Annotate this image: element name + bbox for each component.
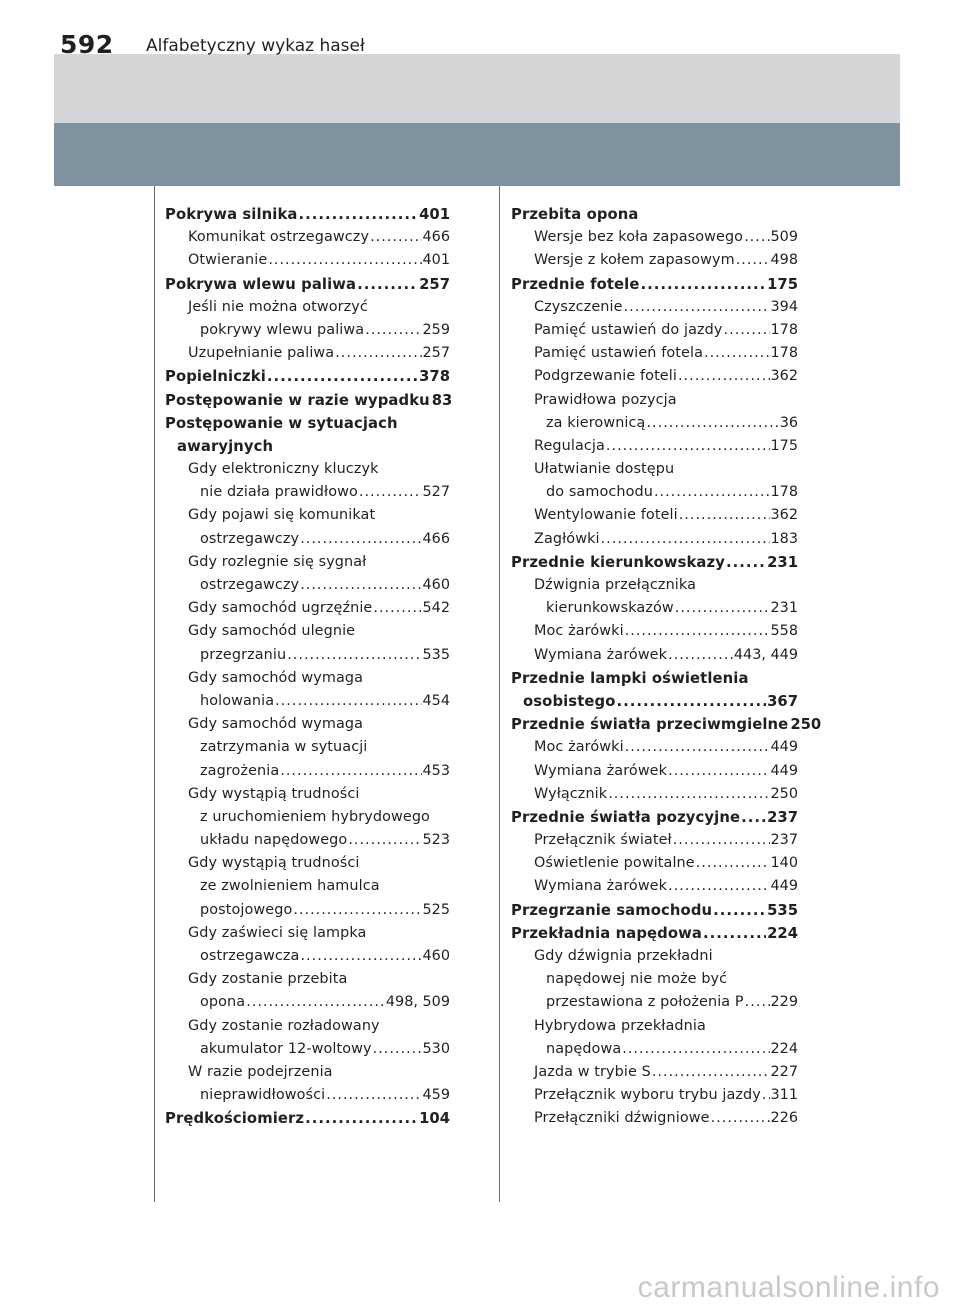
index-entry-sub xyxy=(511,760,798,783)
leader-dots xyxy=(365,319,421,342)
entry-text: za kierownicą xyxy=(546,414,646,431)
entry-text: Przednie lampki oświetlenia xyxy=(511,669,749,687)
index-entry-sub xyxy=(165,690,450,713)
entry-text: holowania xyxy=(200,692,275,709)
column-divider-left xyxy=(154,186,155,1202)
index-entry-sub xyxy=(511,783,798,806)
entry-page-number: 466 xyxy=(422,229,450,246)
entry-text: Zagłówki xyxy=(534,530,600,547)
entry-page-number: 257 xyxy=(422,345,450,362)
leader-dots xyxy=(326,1084,421,1107)
leader-dots xyxy=(741,806,766,829)
leader-dots xyxy=(293,899,421,922)
index-entry-main xyxy=(511,203,798,226)
index-entry-main xyxy=(165,203,450,226)
index-entry-sub xyxy=(511,620,798,643)
entry-text: Gdy wystąpią trudności xyxy=(188,785,360,802)
page-header xyxy=(54,54,900,123)
index-entry-main xyxy=(165,273,450,296)
entry-page-number: 175 xyxy=(767,275,798,293)
entry-page-number: 231 xyxy=(770,600,798,617)
index-entry-sub xyxy=(511,829,798,852)
index-entry-sub xyxy=(511,319,798,342)
entry-text: Przełączniki dźwigniowe xyxy=(534,1110,710,1127)
leader-dots xyxy=(373,1038,422,1061)
entry-page-number: 311 xyxy=(770,1087,798,1104)
entry-text: akumulator 12-woltowy xyxy=(200,1040,372,1057)
index-entry-sub xyxy=(165,296,450,319)
index-entry-sub xyxy=(165,481,450,504)
entry-page-number: 226 xyxy=(770,1110,798,1127)
index-entry-sub xyxy=(165,597,450,620)
entry-page-number: 250 xyxy=(770,785,798,802)
entry-text: Podgrzewanie foteli xyxy=(534,368,677,385)
entry-text: Gdy samochód ulegnie xyxy=(188,623,356,640)
entry-page-number: 178 xyxy=(770,321,798,338)
index-entry-main xyxy=(511,899,798,922)
index-entry-sub xyxy=(511,945,798,968)
entry-page-number: 175 xyxy=(770,437,798,454)
entry-text: przegrzaniu xyxy=(200,646,287,663)
entry-text: Wyłącznik xyxy=(534,785,608,802)
entry-text: Gdy zostanie rozładowany xyxy=(188,1017,380,1034)
index-entry-main xyxy=(165,1107,450,1130)
section-band xyxy=(54,123,900,186)
entry-text: Przegrzanie samochodu xyxy=(511,901,713,919)
index-entry-main xyxy=(511,273,798,296)
entry-text: Postępowanie w razie wypadku xyxy=(165,391,430,409)
entry-text: układu napędowego xyxy=(200,832,348,849)
entry-page-number: 498 xyxy=(770,252,798,269)
entry-text: ostrzegawczy xyxy=(200,577,300,593)
entry-text: Prawidłowa pozycja xyxy=(534,391,677,408)
entry-page-number: 231 xyxy=(767,553,798,571)
index-entry-main xyxy=(511,922,798,945)
entry-page-number: 378 xyxy=(419,368,450,386)
entry-text: Gdy pojawi się komunikat xyxy=(188,507,376,524)
entry-page-number: 453 xyxy=(422,762,450,779)
entry-text: Moc żarówki xyxy=(534,623,624,640)
leader-dots xyxy=(608,783,769,806)
leader-dots xyxy=(703,922,766,945)
leader-dots xyxy=(275,690,421,713)
entry-text: z uruchomieniem hybrydowego xyxy=(200,808,430,825)
leader-dots xyxy=(298,203,418,226)
entry-text: opona xyxy=(200,994,246,1011)
index-entry-sub xyxy=(165,806,450,829)
entry-text: nie działa prawidłowo xyxy=(200,484,358,501)
leader-dots xyxy=(711,1107,770,1130)
leader-dots xyxy=(641,273,767,296)
page-number: 592 xyxy=(60,30,114,59)
index-entry-main xyxy=(165,365,450,388)
entry-text: Jazda w trybie S xyxy=(534,1063,651,1080)
entry-text: Przełącznik wyboru trybu jazdy xyxy=(534,1087,761,1104)
index-entry-sub xyxy=(511,1084,798,1107)
index-entry-main xyxy=(165,435,450,458)
index-entry-sub xyxy=(165,1015,450,1038)
entry-text: Czyszczenie xyxy=(534,298,623,315)
entry-text: Hybrydowa przekładnia xyxy=(534,1017,706,1034)
leader-dots xyxy=(268,249,421,272)
entry-text: Przednie fotele xyxy=(511,275,640,293)
entry-text: ostrzegawcza xyxy=(200,948,300,964)
entry-page-number: 542 xyxy=(422,600,450,617)
entry-text: osobistego xyxy=(523,692,616,710)
entry-text: Prędkościomierz xyxy=(165,1110,305,1128)
index-entry-sub xyxy=(511,736,798,759)
leader-dots xyxy=(696,852,770,875)
leader-dots xyxy=(624,296,770,319)
entry-page-number: 535 xyxy=(767,901,798,919)
entry-text: Otwieranie xyxy=(188,252,268,269)
index-entry-sub xyxy=(165,713,450,736)
entry-text: Oświetlenie powitalne xyxy=(534,855,695,872)
entry-text: napędowa xyxy=(546,1040,622,1057)
entry-page-number: 259 xyxy=(422,321,450,338)
entry-page-number: 36 xyxy=(779,414,798,431)
index-entry-sub xyxy=(165,528,450,551)
entry-page-number: 257 xyxy=(419,275,450,293)
watermark: carmanualsonline.info xyxy=(637,1271,940,1304)
index-entry-sub xyxy=(165,945,450,968)
index-entry-sub xyxy=(165,852,450,875)
leader-dots xyxy=(622,1038,769,1061)
leader-dots xyxy=(724,319,770,342)
index-entry-main xyxy=(511,551,798,574)
entry-text: Ułatwianie dostępu xyxy=(534,461,675,478)
index-entry-sub xyxy=(511,481,798,504)
entry-text: Wentylowanie foteli xyxy=(534,507,678,524)
index-entry-sub xyxy=(511,597,798,620)
index-entry-sub xyxy=(165,249,450,272)
entry-page-number: 367 xyxy=(767,692,798,710)
index-entry-sub xyxy=(511,852,798,875)
index-entry-sub xyxy=(511,528,798,551)
leader-dots xyxy=(668,875,769,898)
index-column-left xyxy=(165,203,453,1131)
leader-dots xyxy=(373,597,421,620)
leader-dots xyxy=(726,551,766,574)
entry-page-number: 224 xyxy=(767,924,798,942)
index-entry-sub xyxy=(511,365,798,388)
index-column-right xyxy=(511,203,822,1131)
entry-text: Gdy elektroniczny kluczyk xyxy=(188,461,379,478)
entry-page-number: 224 xyxy=(770,1040,798,1057)
leader-dots xyxy=(300,945,421,968)
entry-page-number: 183 xyxy=(770,530,798,547)
entry-text: Gdy dźwignia przekładni xyxy=(534,948,713,964)
index-entry-sub xyxy=(511,296,798,319)
leader-dots xyxy=(744,226,769,249)
index-entry-sub xyxy=(511,968,798,991)
entry-text: Pamięć ustawień fotela xyxy=(534,345,703,362)
entry-page-number: 83 xyxy=(431,391,453,409)
entry-text: Popielniczki xyxy=(165,368,266,386)
leader-dots xyxy=(267,365,418,388)
leader-dots xyxy=(246,991,385,1014)
leader-dots xyxy=(280,760,421,783)
index-entry-sub xyxy=(511,1107,798,1130)
entry-text: Gdy zaświeci się lampka xyxy=(188,924,367,941)
entry-text: Przednie światła przeciwmgielne xyxy=(511,716,789,734)
index-entry-sub xyxy=(165,551,450,574)
index-entry-sub xyxy=(511,644,798,667)
entry-text: Komunikat ostrzegawczy xyxy=(188,229,370,246)
entry-text: Gdy rozlegnie się sygnał xyxy=(188,553,367,570)
index-entry-sub xyxy=(165,458,450,481)
entry-text: Wymiana żarówek xyxy=(534,878,668,895)
entry-page-number: 449 xyxy=(770,878,798,895)
index-entry-sub xyxy=(165,620,450,643)
leader-dots xyxy=(616,690,766,713)
leader-dots xyxy=(606,435,770,458)
entry-text: pokrywy wlewu paliwa xyxy=(200,321,365,338)
entry-page-number: 178 xyxy=(770,484,798,501)
entry-page-number: 140 xyxy=(770,855,798,872)
entry-text: Gdy zostanie przebita xyxy=(188,971,348,988)
entry-page-number: 466 xyxy=(422,530,450,547)
entry-text: postojowego xyxy=(200,901,293,918)
column-divider-middle xyxy=(499,186,500,1202)
entry-text: Przednie kierunkowskazy xyxy=(511,553,725,571)
leader-dots xyxy=(668,644,733,667)
entry-text: Wymiana żarówek xyxy=(534,646,668,663)
entry-text: Gdy samochód ugrzęźnie xyxy=(188,600,373,617)
index-entry-main xyxy=(511,667,798,690)
index-entry-main xyxy=(165,412,450,435)
index-entry-sub xyxy=(511,1061,798,1084)
entry-text: ze zwolnieniem hamulca xyxy=(200,878,380,895)
leader-dots xyxy=(713,899,766,922)
leader-dots xyxy=(287,644,421,667)
leader-dots xyxy=(357,273,418,296)
entry-text: napędowej nie może być xyxy=(546,971,728,988)
entry-page-number: 250 xyxy=(790,716,822,734)
entry-page-number: 362 xyxy=(770,507,798,524)
entry-page-number: 362 xyxy=(770,368,798,385)
entry-text: nieprawidłowości xyxy=(200,1087,326,1104)
entry-page-number: 237 xyxy=(767,808,798,826)
entry-text: Jeśli nie można otworzyć xyxy=(188,298,368,315)
entry-text: W razie podejrzenia xyxy=(188,1063,333,1080)
index-entry-sub xyxy=(511,574,798,597)
entry-page-number: 454 xyxy=(422,692,450,709)
entry-page-number: 449 xyxy=(770,762,798,779)
index-entry-sub xyxy=(511,875,798,898)
index-entry-sub xyxy=(165,829,450,852)
entry-page-number: 527 xyxy=(422,484,450,501)
leader-dots xyxy=(675,597,770,620)
entry-page-number: 104 xyxy=(419,1110,450,1128)
entry-text: Postępowanie w sytuacjach xyxy=(165,414,398,432)
page-title: Alfabetyczny wykaz haseł xyxy=(146,36,365,56)
entry-page-number: 401 xyxy=(422,252,450,269)
entry-text: Pamięć ustawień do jazdy xyxy=(534,321,723,338)
leader-dots xyxy=(679,504,770,527)
leader-dots xyxy=(300,574,421,597)
index-entry-main xyxy=(511,806,798,829)
entry-page-number: 535 xyxy=(422,646,450,663)
leader-dots xyxy=(762,1084,770,1107)
entry-text: Wersje bez koła zapasowego xyxy=(534,229,744,246)
index-entry-sub xyxy=(511,458,798,481)
index-entry-main xyxy=(511,713,822,736)
entry-page-number: 460 xyxy=(422,577,450,593)
index-entry-sub xyxy=(165,875,450,898)
entry-page-number: 509 xyxy=(770,229,798,246)
index-entry-sub xyxy=(165,783,450,806)
entry-page-number: 394 xyxy=(770,298,798,315)
index-entry-sub xyxy=(165,226,450,249)
entry-page-number: 459 xyxy=(422,1087,450,1104)
entry-text: awaryjnych xyxy=(177,437,274,455)
entry-page-number: 530 xyxy=(422,1040,450,1057)
index-entry-sub xyxy=(511,389,798,412)
leader-dots xyxy=(745,991,770,1014)
leader-dots xyxy=(359,481,422,504)
entry-page-number: 178 xyxy=(770,345,798,362)
entry-page-number: 449 xyxy=(770,739,798,756)
entry-text: Gdy wystąpią trudności xyxy=(188,855,360,872)
entry-text: przestawiona z położenia P xyxy=(546,994,744,1011)
leader-dots xyxy=(654,481,770,504)
entry-page-number: 237 xyxy=(770,832,798,849)
leader-dots xyxy=(348,829,421,852)
index-entry-sub xyxy=(511,249,798,272)
leader-dots xyxy=(673,829,770,852)
entry-page-number: 523 xyxy=(422,832,450,849)
index-entry-sub xyxy=(165,504,450,527)
entry-text: do samochodu xyxy=(546,484,653,501)
leader-dots xyxy=(305,1107,418,1130)
leader-dots xyxy=(370,226,421,249)
index-entry-sub xyxy=(511,991,798,1014)
entry-text: Uzupełnianie paliwa xyxy=(188,345,335,362)
leader-dots xyxy=(668,760,769,783)
index-entry-sub xyxy=(165,667,450,690)
entry-text: Pokrywa silnika xyxy=(165,206,298,223)
index-entry-sub xyxy=(511,412,798,435)
index-entry-main xyxy=(511,690,798,713)
entry-text: Przełącznik świateł xyxy=(534,832,672,849)
index-entry-sub xyxy=(165,736,450,759)
index-entry-sub xyxy=(165,319,450,342)
index-entry-sub xyxy=(511,504,798,527)
index-entry-sub xyxy=(165,1038,450,1061)
entry-text: Gdy samochód wymaga xyxy=(188,716,364,733)
leader-dots xyxy=(646,412,778,435)
index-entry-sub xyxy=(511,435,798,458)
entry-page-number: 460 xyxy=(422,948,450,964)
index-entry-sub xyxy=(511,1038,798,1061)
index-entry-sub xyxy=(165,922,450,945)
leader-dots xyxy=(601,528,770,551)
index-entry-sub xyxy=(165,968,450,991)
index-entry-sub xyxy=(511,1015,798,1038)
entry-page-number: 227 xyxy=(770,1063,798,1080)
index-entry-sub xyxy=(165,760,450,783)
entry-text: Regulacja xyxy=(534,437,605,454)
entry-page-number: 229 xyxy=(770,994,798,1011)
index-entry-main xyxy=(165,389,453,412)
entry-text: Moc żarówki xyxy=(534,739,624,756)
entry-page-number: 525 xyxy=(422,901,450,918)
index-entry-sub xyxy=(165,644,450,667)
entry-text: Wymiana żarówek xyxy=(534,762,668,779)
index-entry-sub xyxy=(511,342,798,365)
leader-dots xyxy=(652,1061,770,1084)
entry-text: kierunkowskazów xyxy=(546,600,674,617)
leader-dots xyxy=(625,736,770,759)
leader-dots xyxy=(625,620,770,643)
entry-text: Dźwignia przełącznika xyxy=(534,577,696,593)
entry-page-number: 443, 449 xyxy=(733,646,798,663)
index-entry-sub xyxy=(165,899,450,922)
index-entry-sub xyxy=(511,226,798,249)
leader-dots xyxy=(300,528,421,551)
entry-text: Przekładnia napędowa xyxy=(511,924,702,942)
entry-text: Przednie światła pozycyjne xyxy=(511,808,741,826)
leader-dots xyxy=(704,342,770,365)
entry-text: Przebita opona xyxy=(511,206,639,223)
entry-text: ostrzegawczy xyxy=(200,530,300,547)
leader-dots xyxy=(335,342,421,365)
index-entry-sub xyxy=(165,1061,450,1084)
entry-text: Pokrywa wlewu paliwa xyxy=(165,275,357,293)
index-entry-sub xyxy=(165,342,450,365)
entry-page-number: 498, 509 xyxy=(385,994,450,1011)
index-entry-sub xyxy=(165,991,450,1014)
entry-text: zatrzymania w sytuacji xyxy=(200,739,368,756)
entry-text: zagrożenia xyxy=(200,762,280,779)
leader-dots xyxy=(736,249,770,272)
index-entry-sub xyxy=(165,1084,450,1107)
entry-page-number: 558 xyxy=(770,623,798,640)
entry-text: Gdy samochód wymaga xyxy=(188,669,364,686)
entry-page-number: 401 xyxy=(419,206,450,223)
leader-dots xyxy=(678,365,770,388)
entry-text: Wersje z kołem zapasowym xyxy=(534,252,735,269)
index-entry-sub xyxy=(165,574,450,597)
